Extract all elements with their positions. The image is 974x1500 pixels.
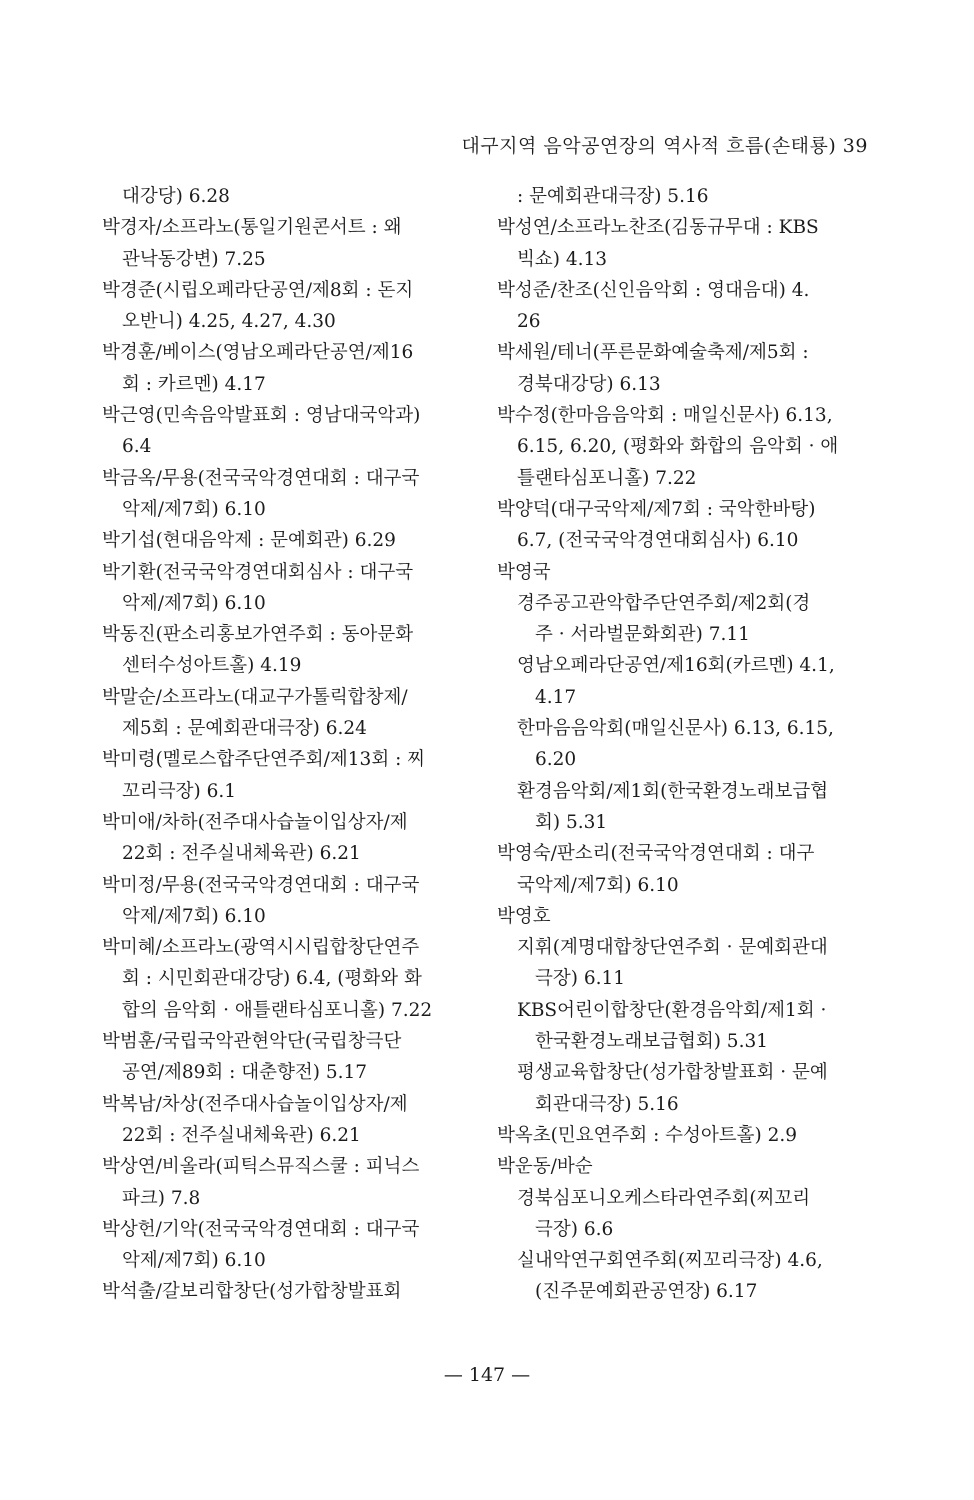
index-line: 박운동/바순 bbox=[497, 1156, 593, 1178]
index-line: 4.17 bbox=[535, 686, 577, 708]
index-line: 박세원/테너(푸른문화예술축제/제5회 : bbox=[497, 342, 809, 364]
index-line: 평생교육합창단(성가합창발표회 · 문예 bbox=[517, 1062, 828, 1084]
index-line: 국악제/제7회) 6.10 bbox=[517, 874, 679, 896]
index-line: 박금옥/무용(전국국악경연대회 : 대구국 bbox=[102, 467, 420, 489]
index-line: 회 : 시민회관대강당) 6.4, (평화와 화 bbox=[122, 968, 422, 990]
index-line: 6.4 bbox=[122, 436, 152, 458]
index-line: 박동진(판소리홍보가연주회 : 동아문화 bbox=[102, 624, 414, 646]
index-line: 틀랜타심포니홀) 7.22 bbox=[517, 467, 697, 489]
index-line: 오반니) 4.25, 4.27, 4.30 bbox=[122, 311, 336, 333]
index-line: KBS어린이합창단(환경음악회/제1회 · bbox=[517, 999, 827, 1021]
index-line: 박경준(시립오페라단공연/제8회 : 돈지 bbox=[102, 279, 414, 301]
index-line: 26 bbox=[517, 311, 541, 333]
index-line: 박미혜/소프라노(광역시시립합창단연주 bbox=[102, 937, 420, 959]
index-line: 꼬리극장) 6.1 bbox=[122, 780, 237, 802]
index-line: 박상연/비올라(피틱스뮤직스쿨 : 피닉스 bbox=[102, 1156, 420, 1178]
index-line: 박범훈/국립국악관현악단(국립창극단 bbox=[102, 1031, 402, 1053]
index-line: 22회 : 전주실내체육관) 6.21 bbox=[122, 843, 361, 865]
index-line: 합의 음악회 · 애틀랜타심포니홀) 7.22 bbox=[122, 999, 433, 1021]
index-line: 센터수성아트홀) 4.19 bbox=[122, 655, 302, 677]
index-line: 극장) 6.6 bbox=[535, 1218, 614, 1240]
index-line: 박복남/차상(전주대사습놀이입상자/제 bbox=[102, 1093, 408, 1115]
index-line: 박성준/찬조(신인음악회 : 영대음대) 4. bbox=[497, 279, 810, 301]
index-line: 악제/제7회) 6.10 bbox=[122, 1250, 266, 1272]
index-line: 박옥초(민요연주회 : 수성아트홀) 2.9 bbox=[497, 1124, 798, 1146]
index-line: 박수정(한마음음악회 : 매일신문사) 6.13, bbox=[497, 405, 833, 427]
index-line: 회 : 카르멘) 4.17 bbox=[122, 373, 266, 395]
running-header: 대구지역 음악공연장의 역사적 흐름(손태룡) 39 bbox=[461, 135, 868, 157]
index-line: 박영국 bbox=[497, 561, 551, 583]
index-line: 실내악연구회연주회(찌꼬리극장) 4.6, bbox=[517, 1250, 823, 1272]
index-line: 경주공고관악합주단연주회/제2회(경 bbox=[517, 592, 811, 614]
index-line: 극장) 6.11 bbox=[535, 968, 626, 990]
index-line: 경북대강당) 6.13 bbox=[517, 373, 661, 395]
index-line: 지휘(계명대합창단연주회 · 문예회관대 bbox=[517, 937, 828, 959]
index-line: 박미애/차하(전주대사습놀이입상자/제 bbox=[102, 811, 408, 833]
index-line: 박영호 bbox=[497, 905, 551, 927]
index-line: 박미령(멜로스합주단연주회/제13회 : 찌 bbox=[102, 749, 426, 771]
index-line: 한마음음악회(매일신문사) 6.13, 6.15, bbox=[517, 718, 834, 740]
index-line: 6.20 bbox=[535, 749, 577, 771]
index-line: 박경훈/베이스(영남오페라단공연/제16 bbox=[102, 342, 414, 364]
index-line: 제5회 : 문예회관대극장) 6.24 bbox=[122, 718, 367, 740]
index-line: 악제/제7회) 6.10 bbox=[122, 592, 266, 614]
index-line: 6.15, 6.20, (평화와 화합의 음악회 · 애 bbox=[517, 436, 839, 458]
index-line: 관낙동강변) 7.25 bbox=[122, 248, 266, 270]
index-line: 22회 : 전주실내체육관) 6.21 bbox=[122, 1124, 361, 1146]
index-line: : 문예회관대극장) 5.16 bbox=[517, 186, 709, 207]
index-line: 주 · 서라벌문화회관) 7.11 bbox=[535, 624, 750, 646]
index-line: 경북심포니오케스타라연주회(찌꼬리 bbox=[517, 1187, 811, 1209]
index-line: 대강당) 6.28 bbox=[122, 186, 230, 207]
index-line: 박말순/소프라노(대교구가톨릭합창제/ bbox=[102, 686, 408, 708]
index-line: 파크) 7.8 bbox=[122, 1187, 201, 1209]
index-line: 악제/제7회) 6.10 bbox=[122, 498, 266, 520]
index-line: 박성연/소프라노찬조(김동규무대 : KBS bbox=[497, 217, 819, 239]
index-line: (진주문예회관공연장) 6.17 bbox=[535, 1281, 758, 1303]
index-line: 박기섭(현대음악제 : 문예회관) 6.29 bbox=[102, 530, 396, 552]
index-column-right bbox=[497, 181, 869, 1308]
index-line: 박영숙/판소리(전국국악경연대회 : 대구 bbox=[497, 843, 815, 865]
index-line: 공연/제89회 : 대춘향전) 5.17 bbox=[122, 1062, 368, 1084]
index-line: 악제/제7회) 6.10 bbox=[122, 905, 266, 927]
index-line: 한국환경노래보급협회) 5.31 bbox=[535, 1031, 769, 1053]
index-line: 환경음악회/제1회(한국환경노래보급협 bbox=[517, 780, 829, 802]
index-line: 회관대극장) 5.16 bbox=[535, 1093, 679, 1115]
index-line: 회) 5.31 bbox=[535, 811, 608, 833]
index-line: 박석출/갈보리합창단(성가합창발표회 bbox=[102, 1281, 402, 1303]
page-number: — 147 — bbox=[443, 1364, 531, 1386]
index-line: 박양덕(대구국악제/제7회 : 국악한바탕) bbox=[497, 498, 816, 520]
index-line: 박기환(전국국악경연대회심사 : 대구국 bbox=[102, 561, 414, 583]
index-line: 6.7, (전국국악경연대회심사) 6.10 bbox=[517, 530, 799, 552]
index-column-left bbox=[102, 181, 472, 1308]
index-line: 박경자/소프라노(통일기원콘서트 : 왜 bbox=[102, 217, 402, 239]
index-line: 박미정/무용(전국국악경연대회 : 대구국 bbox=[102, 874, 420, 896]
index-line: 영남오페라단공연/제16회(카르멘) 4.1, bbox=[517, 655, 835, 677]
index-line: 빅쇼) 4.13 bbox=[517, 248, 608, 270]
index-line: 박상헌/기악(전국국악경연대회 : 대구국 bbox=[102, 1218, 420, 1240]
index-line: 박근영(민속음악발표회 : 영남대국악과) bbox=[102, 405, 421, 427]
